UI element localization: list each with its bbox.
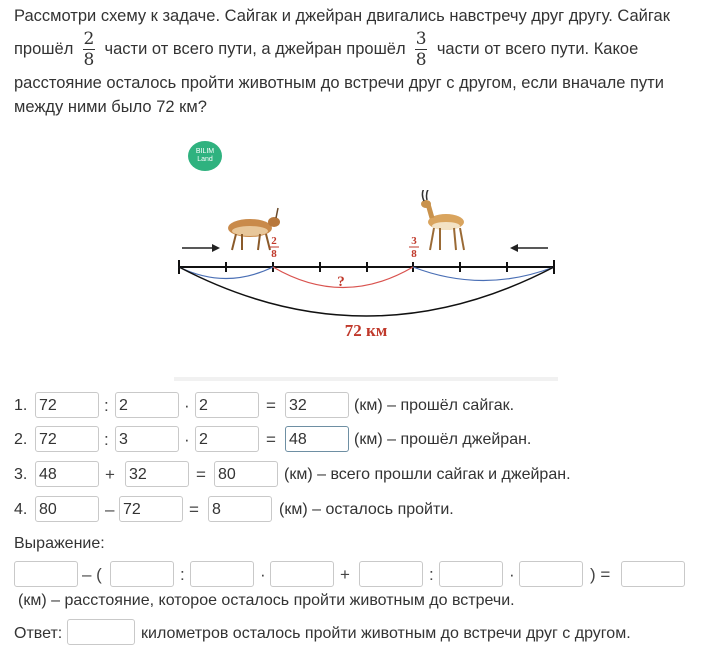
total-distance-label: 72 км — [344, 321, 388, 340]
expr-plus: + — [340, 565, 350, 584]
step-number: 4. — [14, 501, 28, 518]
multiply-sign: · — [184, 396, 190, 415]
step1-divisor-input[interactable]: 2 — [115, 392, 179, 418]
step-row-2 — [14, 426, 714, 454]
svg-text:2: 2 — [271, 235, 277, 247]
expr-input-4[interactable] — [270, 561, 334, 587]
step4-subtrahend-input[interactable]: 72 — [119, 496, 183, 522]
scheme-diagram — [170, 190, 560, 350]
expr-input-5[interactable] — [359, 561, 423, 587]
expression-row — [14, 561, 714, 589]
step1-result-input[interactable]: 32 — [285, 392, 349, 418]
step2-dividend-input[interactable]: 72 — [35, 426, 99, 452]
expr-dot-2: · — [509, 565, 515, 584]
step2-result-input[interactable]: 48 — [285, 426, 349, 452]
step4-result-input[interactable]: 8 — [208, 496, 272, 522]
equals-sign: = — [189, 500, 199, 519]
separator — [174, 377, 558, 381]
divide-sign: : — [104, 396, 109, 415]
equals-sign: = — [266, 396, 276, 415]
fraction-3-8: $\frac{3}{8}$ — [415, 29, 427, 70]
task-line-4: между ними было 72 км? — [14, 98, 207, 116]
arrow-right-icon — [182, 244, 220, 252]
question-mark: ? — [337, 274, 345, 290]
diagram-fraction-left — [269, 235, 279, 260]
divide-sign: : — [104, 430, 109, 449]
step-row-4 — [14, 496, 714, 524]
task-line-1: Рассмотри схему к задаче. Сайгак и джейран двигались навстречу друг другу. Сайгак — [14, 7, 670, 25]
fraction-2-8: $\frac{2}{8}$ — [83, 29, 95, 70]
gazelle-arc — [413, 267, 554, 281]
step1-multiplier-input[interactable]: 2 — [195, 392, 259, 418]
expr-colon-1: : — [180, 565, 185, 584]
step-row-3 — [14, 461, 714, 489]
multiply-sign: · — [184, 430, 190, 449]
expr-result-input[interactable] — [621, 561, 685, 587]
step-number: 3. — [14, 466, 28, 483]
total-arc — [179, 267, 554, 316]
answer-input[interactable] — [67, 619, 135, 645]
expr-dot-1: · — [260, 565, 266, 584]
expr-input-6[interactable] — [439, 561, 503, 587]
expression-label: Выражение: — [14, 535, 105, 552]
answer-description: километров осталось пройти животным до встречи друг с другом. — [141, 625, 631, 642]
step-number: 1. — [14, 397, 28, 414]
expr-minus-open: – ( — [82, 565, 102, 584]
step2-multiplier-input[interactable]: 2 — [195, 426, 259, 452]
task-line-3: расстояние осталось пройти животным до встречи друг с другом, если вначале пути — [14, 74, 664, 92]
expr-input-2[interactable] — [110, 561, 174, 587]
task-line-2: прошёл $\frac{2}{8}$ части от всего пути, а джейран прошёл $\frac{3}{8}$ части от всего пути. Какое — [14, 29, 639, 70]
step4-minuend-input[interactable]: 80 — [35, 496, 99, 522]
step3-description: (км) – всего прошли сайгак и джейран. — [284, 466, 571, 483]
expr-input-3[interactable] — [190, 561, 254, 587]
gazelle-icon — [421, 190, 464, 250]
step2-divisor-input[interactable]: 3 — [115, 426, 179, 452]
expr-colon-2: : — [429, 565, 434, 584]
step2-description: (км) – прошёл джейран. — [354, 431, 532, 448]
answer-row — [14, 620, 714, 648]
step4-description: (км) – осталось пройти. — [279, 501, 454, 518]
bilimland-logo: BILIM Land — [188, 141, 222, 171]
step-number: 2. — [14, 431, 28, 448]
expression-description: (км) – расстояние, которое осталось пройти животным до встречи. — [18, 592, 515, 609]
step3-addend1-input[interactable]: 48 — [35, 461, 99, 487]
svg-text:8: 8 — [411, 248, 417, 260]
path-line — [179, 260, 554, 274]
step-row-1 — [14, 392, 714, 420]
expr-input-7[interactable] — [519, 561, 583, 587]
arrow-left-icon — [510, 244, 548, 252]
minus-sign: – — [105, 500, 115, 519]
svg-text:3: 3 — [411, 235, 417, 247]
step1-description: (км) – прошёл сайгак. — [354, 397, 515, 414]
svg-text:8: 8 — [271, 248, 277, 260]
plus-sign: + — [105, 465, 115, 484]
step3-result-input[interactable]: 80 — [214, 461, 278, 487]
expr-close-equals: ) = — [590, 565, 611, 584]
diagram-fraction-right — [409, 235, 419, 260]
step3-addend2-input[interactable]: 32 — [125, 461, 189, 487]
expr-input-1[interactable] — [14, 561, 78, 587]
equals-sign: = — [196, 465, 206, 484]
equals-sign: = — [266, 430, 276, 449]
step1-dividend-input[interactable]: 72 — [35, 392, 99, 418]
task-text — [14, 4, 714, 119]
answer-label: Ответ: — [14, 625, 63, 642]
